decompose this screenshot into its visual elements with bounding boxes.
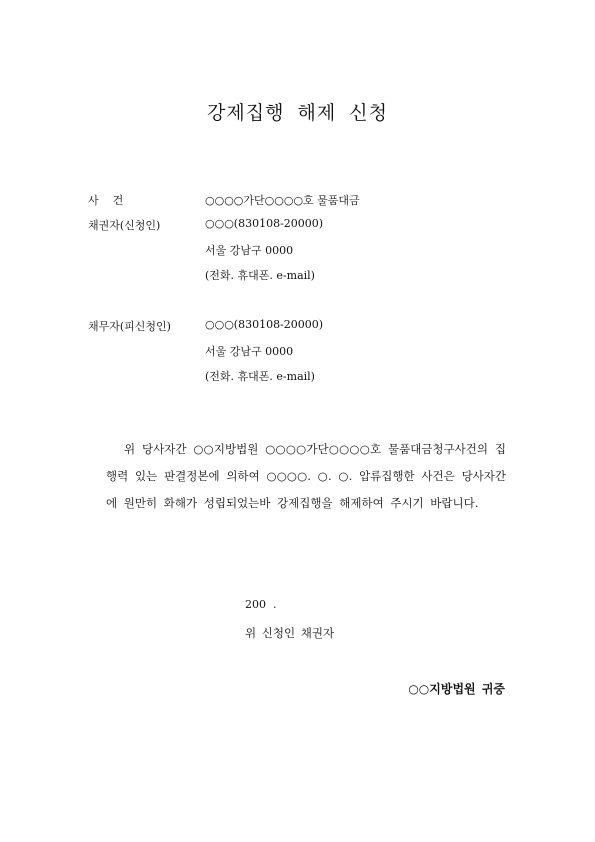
debtor-address: 서울 강남구 0000 [205,345,294,358]
case-value: ○○○○가단○○○○호 물품대금 [205,194,360,207]
case-label [88,192,123,208]
creditor-address: 서울 강남구 0000 [205,244,294,257]
debtor-label: 채무자(피신청인) [88,320,171,333]
creditor-contact: (전화. 휴대폰. e-mail) [205,269,315,282]
case-label-text: 사 건 [88,194,124,207]
debtor-name-id: ○○○(830108-20000) [205,318,324,331]
date-line: 200 . [245,598,277,611]
request-body: 위 당사자간 ○○지방법원 ○○○○가단○○○○호 물품대금청구사건의 집행력 있는 판결정본에 의하여 ○○○○. ○. ○. 압류집행한 사건은 당사자간에 원만히 화해가 성립되었는바 강제집행을 해제하여 주시기 바랍니다. [106,442,506,510]
document-title: 강제집행 해제 신청 [207,102,388,124]
creditor-label: 채권자(신청인) [88,219,161,232]
court-addressee: ○○지방법원 귀중 [408,682,505,696]
signer-line: 위 신청인 채권자 [245,626,335,640]
creditor-name-id: ○○○(830108-20000) [205,217,324,230]
debtor-contact: (전화. 휴대폰. e-mail) [205,370,315,383]
